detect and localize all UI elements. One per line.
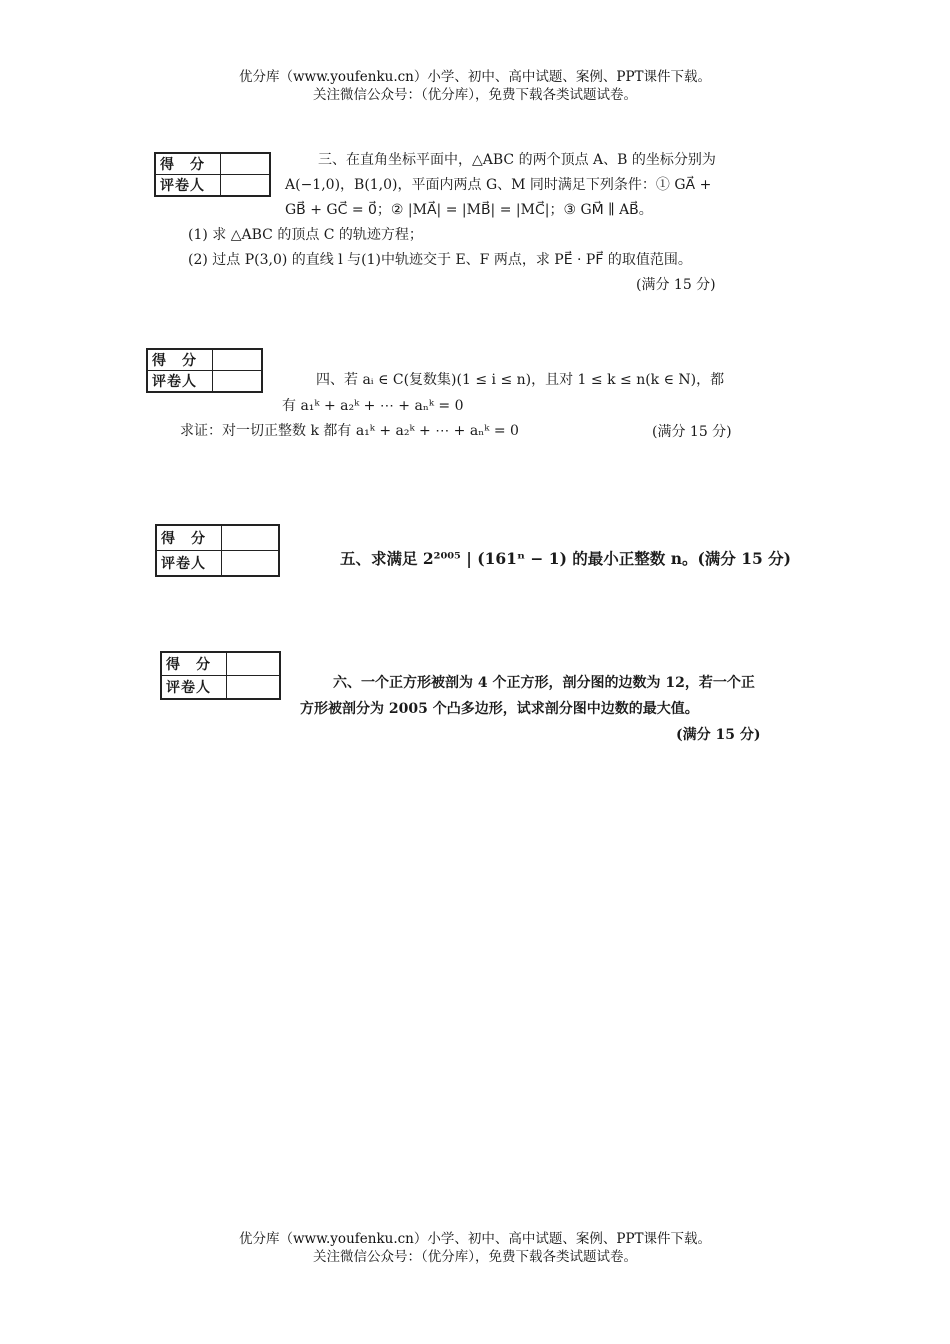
problem-6-line-2: 方形被剖分为 2005 个凸多边形，试求剖分图中边数的最大值。 [300,701,699,717]
score-label: 得 分 [147,349,213,371]
problem-4-points: (满分 15 分) [652,424,732,440]
score-box-5 [155,524,280,577]
grader-blank [227,676,281,700]
score-blank [222,525,280,551]
problem-6-line-1: 六、一个正方形被剖为 4 个正方形，剖分图的边数为 12，若一个正 [333,675,755,691]
problem-4-line-2: 有 a₁ᵏ + a₂ᵏ + ⋯ + aₙᵏ = 0 [282,398,464,414]
problem-3-points: (满分 15 分) [636,277,716,293]
grader-blank [222,551,280,577]
score-box-4 [146,348,263,393]
score-box-6 [160,651,281,700]
problem-3-line-3: GB⃗ + GC⃗ = 0⃗；② |MA⃗| = |MB⃗| = |MC⃗|；③ GM⃗ ∥ AB⃗。 [285,202,653,218]
grader-label: 评卷人 [147,371,213,393]
problem-3-line-4: (1) 求 △ABC 的顶点 C 的轨迹方程； [188,227,423,243]
score-blank [221,153,271,175]
grader-blank [221,175,271,197]
header-line-1: 优分库（www.youfenku.cn）小学、初中、高中试题、案例、PPT课件下载。 [238,69,712,85]
grader-label: 评卷人 [156,551,222,577]
score-label: 得 分 [161,652,227,676]
score-box-3 [154,152,271,197]
score-blank [213,349,263,371]
problem-4-line-1: 四、若 aᵢ ∈ C(复数集)(1 ≤ i ≤ n)，且对 1 ≤ k ≤ n(k ∈ N)，都 [316,372,725,388]
page-footer [0,1230,950,1266]
grader-label: 评卷人 [161,676,227,700]
problem-5-line-1: 五、求满足 2²⁰⁰⁵ | (161ⁿ − 1) 的最小正整数 n。(满分 15 分) [340,549,791,568]
problem-3-line-1: 三、在直角坐标平面中，△ABC 的两个顶点 A、B 的坐标分别为 [318,152,716,168]
problem-3-line-5: (2) 过点 P(3,0) 的直线 l 与(1)中轨迹交于 E、F 两点，求 PE⃗ · PF⃗ 的取值范围。 [188,252,692,268]
problem-6-points: (满分 15 分) [676,727,761,743]
grader-label: 评卷人 [155,175,221,197]
grader-blank [213,371,263,393]
header-line-2: 关注微信公众号：（优分库），免费下载各类试题试卷。 [313,87,637,103]
footer-line-1: 优分库（www.youfenku.cn）小学、初中、高中试题、案例、PPT课件下载。 [238,1231,712,1247]
score-blank [227,652,281,676]
page-header [0,68,950,104]
footer-line-2: 关注微信公众号：（优分库），免费下载各类试题试卷。 [313,1249,637,1265]
score-label: 得 分 [155,153,221,175]
score-label: 得 分 [156,525,222,551]
problem-4-line-3: 求证：对一切正整数 k 都有 a₁ᵏ + a₂ᵏ + ⋯ + aₙᵏ = 0 [180,423,519,439]
problem-3-line-2: A(−1,0)，B(1,0)，平面内两点 G、M 同时满足下列条件：① GA⃗ + [285,177,712,193]
